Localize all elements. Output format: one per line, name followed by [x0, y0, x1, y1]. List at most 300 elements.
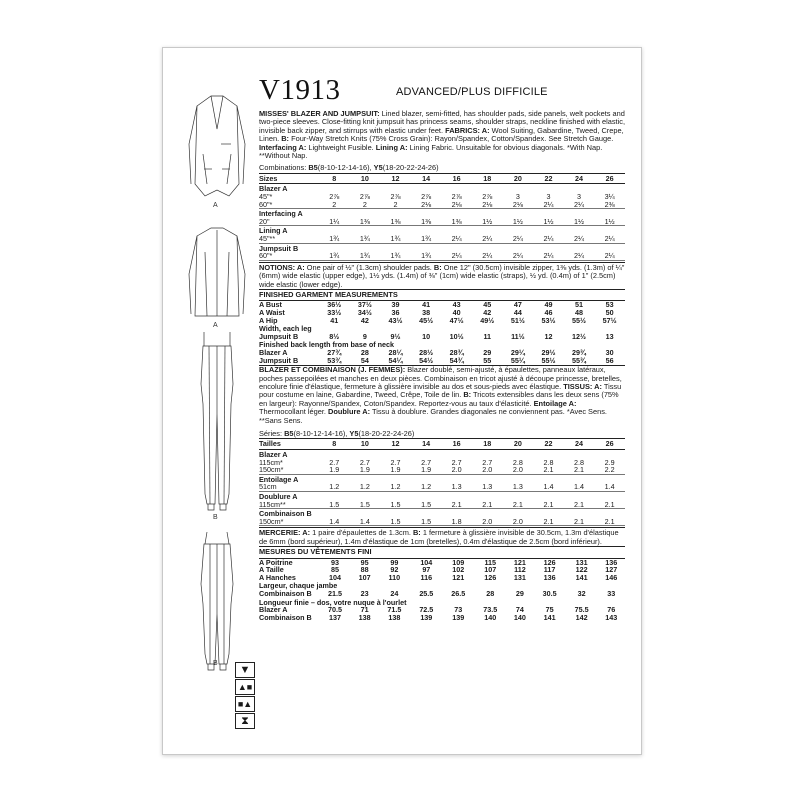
measurement-value: 136 — [605, 557, 618, 567]
yardage-value: 2 — [319, 201, 350, 209]
measurement-value: 28 — [360, 347, 369, 357]
measurement-value: 143 — [605, 612, 618, 622]
yardage-value: 2.1 — [533, 518, 564, 526]
measurement-label: Jumpsuit B — [259, 331, 299, 341]
french-finished-table — [259, 559, 625, 622]
yardage-value: 1.3 — [441, 483, 472, 491]
width-label: 115cm* — [259, 457, 283, 467]
width-label: 51cm — [259, 483, 319, 491]
measurement-value: 93 — [330, 557, 339, 567]
size-header: 8 — [319, 439, 350, 450]
yardage-value: 1.9 — [380, 466, 411, 474]
measurement-row — [259, 590, 625, 598]
yardage-value: 2¼ — [594, 235, 625, 243]
interfacing-text: Lightweight Fusible. — [306, 142, 376, 152]
fabrics-text: Wool Suiting, Gabardine, Tweed, Crepe, Linen. — [259, 125, 624, 144]
triangle-square-icon: ▲■ — [235, 679, 255, 695]
yardage-value: 2.0 — [503, 466, 534, 474]
figure-label: B — [213, 514, 218, 521]
notions-label: NOTIONS: A: — [259, 262, 305, 272]
yardage-value: 1½ — [503, 218, 534, 226]
notions-b-label: B: — [433, 262, 442, 272]
measurement-value: 54½ — [419, 355, 434, 365]
yardage-value: 1.2 — [411, 483, 442, 491]
measurement-value: 92 — [390, 565, 399, 575]
size-header: 12 — [380, 173, 411, 184]
measurement-value: 29½ — [541, 347, 556, 357]
tissus-b-text: Tricots extensibles dans les deux sens (75% en largeur): Rayonne/Spandex, Coton/Spandex. Reportez-vous au taux d'élasticité. — [259, 390, 619, 408]
yardage-value: 1.4 — [594, 483, 625, 491]
tissus-b-label: B: — [463, 390, 472, 400]
section-row — [259, 581, 625, 590]
jumpsuit-back-sketch — [201, 532, 233, 670]
measurement-value: 45 — [483, 300, 492, 310]
measurement-value: 110 — [388, 572, 401, 582]
yardage-value: 2.8 — [512, 457, 523, 467]
yardage-value: 2.1 — [594, 501, 625, 509]
measurement-value: 42 — [360, 315, 369, 325]
measurement-label: A Hanches — [259, 572, 296, 582]
measurement-value: 112 — [514, 565, 526, 575]
yardage-value: 2.1 — [533, 501, 564, 509]
yardage-value: 1¾ — [411, 252, 442, 260]
yardage-value: 2.8 — [574, 457, 585, 467]
yardage-value: 2 — [350, 201, 381, 209]
english-yardage-table — [259, 173, 625, 261]
description-text: Lined blazer, semi-fitted, has shoulder pads, side panels, welt pockets and two-piece sleeves. Close-fitting knit jumpsuit has princess seams, shoulder straps, neckline finished with elastic, invisible back zipper, and stirrups with elastic under feet. — [259, 109, 625, 135]
measurement-row — [259, 574, 625, 582]
yardage-value: 2.2 — [594, 466, 625, 474]
section-row — [259, 491, 625, 500]
yardage-value: 2.7 — [421, 457, 432, 467]
english-notions — [259, 262, 625, 289]
measurement-value: 41 — [422, 300, 431, 310]
measurement-value: 95 — [360, 557, 369, 567]
section-label: Blazer A — [259, 184, 288, 194]
measurement-value: 36½ — [327, 300, 342, 310]
skill-level: ADVANCED/PLUS DIFFICILE — [396, 86, 548, 98]
yardage-value: 1⅜ — [441, 218, 472, 226]
section-label: Blazer A — [259, 450, 288, 459]
measurement-value: 30 — [605, 347, 614, 357]
measurement-label: Combinaison B — [259, 612, 312, 622]
mesures-heading: MESURES DU VÊTEMENTS FINI — [259, 546, 625, 558]
yardage-value: 1¾ — [319, 252, 350, 260]
square-triangle-icon: ■▲ — [235, 696, 255, 712]
size-header: 10 — [350, 439, 381, 450]
measurement-value: 43 — [452, 300, 461, 310]
section-row — [259, 450, 625, 459]
yardage-value: 1.5 — [411, 501, 442, 509]
yardage-value: 1.5 — [319, 501, 350, 509]
section-row — [259, 184, 625, 193]
yardage-value: 1¾ — [411, 235, 442, 243]
yardage-value: 1.3 — [472, 483, 503, 491]
yardage-row — [259, 201, 625, 209]
measurement-value: 43½ — [388, 315, 403, 325]
yardage-row — [259, 193, 625, 201]
measurement-value: 28¾ — [449, 347, 464, 357]
section-row — [259, 226, 625, 235]
yardage-value: 2¼ — [533, 201, 564, 209]
yardage-row — [259, 235, 625, 243]
measurement-value: 102 — [452, 565, 465, 575]
measurement-label: Blazer A — [259, 347, 288, 357]
yardage-value: 1.2 — [380, 483, 411, 491]
size-header: 18 — [472, 173, 503, 184]
measurement-label: Blazer A — [259, 605, 288, 615]
yardage-value: 1¾ — [350, 252, 381, 260]
measurement-value: 44 — [513, 308, 522, 317]
pattern-info-column — [259, 110, 625, 621]
section-label: Lining A — [259, 226, 288, 236]
measurement-value: 38 — [422, 308, 431, 317]
yardage-value: 2.0 — [472, 466, 503, 474]
size-header: 16 — [441, 173, 472, 184]
mercerie-b-label: B: — [412, 528, 421, 538]
english-finished-table — [259, 301, 625, 364]
measurement-value: 54¾ — [449, 355, 464, 365]
yardage-value: 2¼ — [503, 252, 534, 260]
measurement-value: 55 — [483, 355, 492, 365]
size-header: 26 — [594, 439, 625, 450]
yardage-value: 2⅞ — [482, 192, 493, 202]
yardage-value: 2¼ — [503, 235, 534, 243]
french-title: BLAZER ET COMBINAISON (J. FEMMES): — [259, 365, 406, 375]
measurement-value: 109 — [452, 557, 465, 567]
measurement-value: 115 — [484, 557, 497, 567]
measurement-value: 136 — [543, 572, 556, 582]
yardage-value: 1⅜ — [411, 218, 442, 226]
measurement-value: 49½ — [480, 315, 495, 325]
measurement-value: 54 — [360, 355, 369, 365]
yardage-value: 1.9 — [350, 466, 381, 474]
yardage-value: 2¼ — [533, 235, 564, 243]
measurement-value: 40 — [452, 308, 461, 317]
measurement-row — [259, 559, 625, 567]
section-row — [259, 324, 625, 333]
measurement-value: 72.5 — [419, 605, 434, 615]
yardage-row — [259, 466, 625, 474]
measurement-value: 107 — [484, 565, 497, 575]
measurement-value: 137 — [328, 612, 341, 622]
yardage-value: 2.1 — [594, 518, 625, 526]
measurement-value: 55½ — [541, 355, 556, 365]
measurement-label: A Hip — [259, 315, 278, 325]
size-header: 20 — [503, 439, 534, 450]
b5-sizes: (8-10-12-14-16), — [293, 429, 348, 438]
measurement-value: 127 — [605, 565, 618, 575]
yardage-value: 1.4 — [564, 483, 595, 491]
width-label: 115cm** — [259, 501, 319, 509]
yardage-value: 2⅛ — [441, 201, 472, 209]
section-row — [259, 509, 625, 518]
measurement-value: 30.5 — [542, 588, 557, 598]
measurement-value: 104 — [420, 557, 433, 567]
measurement-value: 29¾ — [572, 347, 587, 357]
measurement-value: 29 — [515, 588, 524, 598]
measurement-value: 71.5 — [387, 605, 402, 615]
measurement-value: 107 — [358, 572, 371, 582]
size-header: 18 — [472, 439, 503, 450]
measurement-value: 53 — [605, 300, 614, 310]
yardage-value: 2.0 — [503, 518, 534, 526]
measurement-value: 131 — [575, 557, 588, 567]
yardage-value: 2¼ — [594, 252, 625, 260]
yardage-value: 2⅛ — [411, 201, 442, 209]
y5-sizes: (18-20-22-24-26) — [382, 163, 439, 173]
measurement-value: 28¼ — [388, 347, 403, 357]
combinations-label: Combinations: — [259, 163, 307, 173]
measurement-value: 85 — [330, 565, 339, 575]
yardage-value: 3 — [577, 192, 582, 202]
mercerie-label: MERCERIE: A: — [259, 528, 311, 538]
french-mercerie — [259, 527, 625, 546]
yardage-value: 1½ — [564, 218, 595, 226]
technical-drawings — [177, 84, 257, 674]
english-title: MISSES' BLAZER AND JUMPSUIT: — [259, 109, 380, 118]
yardage-value: 2 — [380, 201, 411, 209]
measurement-value: 97 — [422, 565, 431, 575]
width-label: 60"* — [259, 201, 319, 209]
notions-text: One pair of ½" (1.3cm) shoulder pads. — [304, 262, 434, 272]
yardage-value: 2.7 — [359, 457, 370, 467]
measurement-value: 33 — [607, 588, 616, 598]
lining-label: Lining A: — [375, 142, 408, 152]
yardage-value: 1.4 — [319, 518, 350, 526]
yardage-value: 1.5 — [380, 518, 411, 526]
size-header: 22 — [533, 173, 564, 184]
yardage-value: 2¼ — [472, 252, 503, 260]
down-triangle-icon: ▼ — [235, 662, 255, 678]
english-combinations — [259, 164, 625, 172]
tissus-text: Tissu pour costume en laine, Gabardine, Tweed, Crêpe, Toile de lin. — [259, 381, 622, 400]
measurement-value: 41 — [330, 315, 339, 325]
measurement-row — [259, 349, 625, 357]
yardage-value: 1.5 — [411, 518, 442, 526]
yardage-value: 3 — [546, 192, 551, 202]
measurement-value: 36 — [391, 308, 400, 317]
sizes-label: Sizes — [259, 173, 319, 184]
yardage-value: 1.5 — [380, 501, 411, 509]
measurement-value: 99 — [390, 557, 399, 567]
section-row — [259, 340, 625, 349]
yardage-value: 3 — [515, 192, 520, 202]
measurement-value: 13 — [605, 331, 614, 341]
yardage-value: 2.1 — [533, 466, 564, 474]
blazer-back-sketch — [189, 228, 245, 316]
fabrics-label: FABRICS: A: — [445, 125, 490, 135]
size-header: 14 — [411, 439, 442, 450]
measurement-value: 51½ — [510, 315, 525, 325]
measurement-value: 29 — [483, 347, 492, 357]
size-header: 10 — [350, 173, 381, 184]
measurement-value: 23 — [360, 588, 369, 598]
sizes-label: Tailles — [259, 439, 319, 450]
section-label: Doublure A — [259, 491, 298, 501]
pattern-symbols — [235, 662, 257, 730]
measurement-label: Jumpsuit B — [259, 355, 299, 365]
measurement-value: 138 — [388, 612, 401, 622]
measurement-row — [259, 357, 625, 365]
yardage-value: 1½ — [472, 218, 503, 226]
measurement-value: 9 — [362, 331, 367, 341]
measurement-value: 51 — [575, 300, 584, 310]
french-series — [259, 430, 625, 438]
yardage-value: 1⅜ — [380, 218, 411, 226]
figure-label: B — [213, 660, 218, 667]
measurement-value: 121 — [452, 572, 465, 582]
english-description — [259, 110, 625, 160]
hourglass-icon: ⧗ — [235, 713, 255, 729]
size-header: 20 — [503, 173, 534, 184]
yardage-value: 2⅞ — [359, 192, 370, 202]
measurement-value: 27¾ — [327, 347, 342, 357]
yardage-value: 2¼ — [533, 252, 564, 260]
garment-sketches — [177, 84, 257, 674]
measurement-value: 74 — [515, 605, 524, 615]
sizes-header-row — [259, 439, 625, 450]
measurement-row — [259, 566, 625, 574]
measurement-value: 46 — [544, 308, 553, 317]
width-label: 150cm* — [259, 518, 319, 526]
french-description — [259, 365, 625, 425]
measurement-value: 11 — [483, 331, 492, 341]
yardage-value: 2¼ — [472, 235, 503, 243]
section-row — [259, 209, 625, 218]
measurement-value: 75 — [545, 605, 554, 615]
yardage-value: 2.7 — [329, 457, 340, 467]
section-label: Interfacing A — [259, 209, 303, 219]
yardage-value: 2⅞ — [421, 192, 432, 202]
y5-label: Y5 — [349, 429, 359, 438]
yardage-value: 2⅞ — [329, 192, 340, 202]
measurement-value: 12½ — [572, 331, 587, 341]
measurement-value: 56 — [605, 355, 614, 365]
interfacing-label: Interfacing A: — [259, 142, 307, 152]
yardage-row — [259, 518, 625, 526]
measurement-value: 47½ — [449, 315, 464, 325]
yardage-value: 1½ — [594, 218, 625, 226]
measurement-value: 28½ — [419, 347, 434, 357]
b5-sizes: (8-10-12-14-16), — [317, 163, 372, 173]
measurement-value: 47 — [513, 300, 522, 310]
measurement-value: 55¼ — [510, 355, 525, 365]
jumpsuit-front-sketch — [201, 332, 233, 510]
measurement-value: 28 — [486, 588, 495, 598]
measurement-value: 10 — [422, 331, 431, 341]
measurement-value: 45½ — [419, 315, 434, 325]
yardage-value: 1¾ — [319, 235, 350, 243]
yardage-value: 2.1 — [564, 518, 595, 526]
french-text: Blazer doublé, semi-ajusté, à épaulettes, panneaux latéraux, poches passepoilées et manches en deux pièces. Combinaison en tricot ajusté à découpe princesse, bretelles, encolure finie d'élastique, fermeture à glissière invisible au dos et sous-pieds avec élastique. — [259, 365, 622, 391]
measurement-value: 55¾ — [572, 355, 587, 365]
size-header: 24 — [564, 173, 595, 184]
measurement-value: 126 — [484, 572, 497, 582]
measurement-value: 11½ — [511, 331, 525, 341]
measurement-value: 25.5 — [419, 588, 434, 598]
measurement-row — [259, 317, 625, 325]
series-label: Séries: — [259, 429, 283, 438]
y5-sizes: (18-20-22-24-26) — [358, 429, 415, 438]
b5-label: B5 — [284, 429, 294, 438]
french-yardage-table — [259, 438, 625, 526]
yardage-value: 2⅛ — [503, 201, 534, 209]
yardage-value: 2.7 — [390, 457, 401, 467]
measurement-value: 48 — [575, 308, 584, 317]
lining-text: Lining Fabric. Unsuitable for obvious diagonals. *With Nap. **Without Nap. — [259, 142, 603, 161]
measurement-value: 116 — [420, 572, 433, 582]
measurement-value: 29¼ — [510, 347, 525, 357]
size-header: 8 — [319, 173, 350, 184]
pattern-envelope-back — [162, 47, 642, 755]
width-label: 150cm* — [259, 466, 319, 474]
measurement-value: 53¾ — [327, 355, 342, 365]
doublure-text: Tissu à doublure. Grandes diagonales ne conviennent pas. *Avec Sens. **Sans Sens. — [259, 407, 607, 425]
measurement-value: 140 — [484, 612, 497, 622]
width-label: 45"* — [259, 192, 273, 202]
yardage-value: 2⅞ — [451, 192, 462, 202]
fabrics-b-label: B: — [281, 134, 290, 144]
yardage-value: 2¼ — [564, 201, 595, 209]
yardage-value: 1.4 — [533, 483, 564, 491]
measurement-row — [259, 333, 625, 341]
yardage-value: 2.0 — [441, 466, 472, 474]
measurement-value: 49 — [544, 300, 553, 310]
measurement-value: 37½ — [357, 300, 372, 310]
measurement-value: 33½ — [327, 308, 342, 317]
measurement-value: 54¼ — [388, 355, 403, 365]
yardage-value: 2.9 — [604, 457, 615, 467]
section-row — [259, 243, 625, 252]
yardage-row — [259, 501, 625, 509]
measurement-row — [259, 614, 625, 622]
yardage-value: 1⅜ — [350, 218, 381, 226]
sizes-header-row — [259, 173, 625, 184]
size-header: 24 — [564, 439, 595, 450]
yardage-value: 2⅞ — [390, 192, 401, 202]
pattern-number: V1913 — [259, 74, 341, 106]
measurement-value: 12 — [544, 331, 553, 341]
measurement-row — [259, 309, 625, 317]
yardage-value: 1.9 — [319, 466, 350, 474]
yardage-value: 2.0 — [472, 518, 503, 526]
section-label: Finished back length from base of neck — [259, 340, 394, 350]
mercerie-text: 1 paire d'épaulettes de 1.3cm. — [310, 528, 413, 538]
section-label: Width, each leg — [259, 324, 312, 334]
yardage-row — [259, 483, 625, 491]
notions-b-text: One 12" (30.5cm) invisible zipper, 1⅜ yds. (1.3m) of ¼" (6mm) wide elastic (upper edge), 1½ yds. (1.4m) of ⅜" (1cm) wide elastic (straps), ½ yd. (0.4m) of 1" (2.5cm) wide elastic (lower edge). — [259, 262, 625, 289]
measurement-value: 9½ — [390, 331, 401, 341]
measurement-value: 10½ — [449, 331, 464, 341]
width-label: 60"* — [259, 252, 319, 260]
yardage-value: 2.1 — [503, 501, 534, 509]
measurement-value: 117 — [543, 565, 556, 575]
width-label: 20" — [259, 218, 319, 226]
yardage-value: 2⅛ — [472, 201, 503, 209]
yardage-value: 1½ — [533, 218, 564, 226]
yardage-value: 2.7 — [451, 457, 462, 467]
yardage-value: 1¾ — [380, 235, 411, 243]
finished-measurements-heading: FINISHED GARMENT MEASUREMENTS — [259, 289, 625, 301]
tissus-label: TISSUS: A: — [563, 381, 602, 391]
measurement-value: 76 — [607, 605, 616, 615]
figure-label: A — [213, 322, 218, 329]
yardage-value: 1.8 — [441, 518, 472, 526]
measurement-row — [259, 606, 625, 614]
yardage-row — [259, 459, 625, 467]
yardage-row — [259, 252, 625, 260]
